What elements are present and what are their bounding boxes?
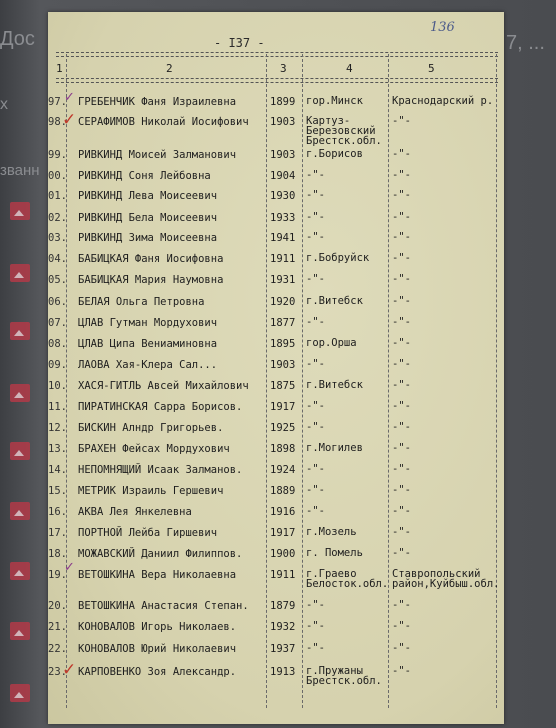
birth-year: 1920 (270, 296, 296, 308)
table-row (0, 338, 556, 358)
row-number: 17. (48, 527, 67, 539)
table-row (0, 485, 556, 505)
destination: -"- (392, 379, 411, 391)
destination: -"- (392, 189, 411, 201)
destination: -"- (392, 665, 411, 677)
person-name: МЕТРИК Израиль Гершевич (78, 485, 224, 497)
image-thumbnail-icon[interactable] (10, 684, 30, 702)
person-name: БАБИЦКАЯ Мария Наумовна (78, 274, 224, 286)
row-number: 21. (48, 621, 67, 633)
table-row (0, 170, 556, 190)
destination: -"- (392, 421, 411, 433)
row-number: 02. (48, 212, 67, 224)
table-row (0, 464, 556, 484)
person-name: РИВКИНД Соня Лейбовна (78, 170, 211, 182)
origin-place: г. Помель (306, 547, 363, 559)
column-number: 5 (428, 62, 435, 75)
table-row (0, 96, 556, 116)
row-number: 10. (48, 380, 67, 392)
destination: -"- (392, 526, 411, 538)
birth-year: 1879 (270, 600, 296, 612)
birth-year: 1900 (270, 548, 296, 560)
birth-year: 1933 (270, 212, 296, 224)
origin-place: гор.Орша (306, 337, 357, 349)
table-row (0, 296, 556, 316)
birth-year: 1911 (270, 253, 296, 265)
birth-year: 1903 (270, 359, 296, 371)
background-text-2: х (0, 96, 8, 113)
table-row (0, 643, 556, 663)
table-row (0, 443, 556, 463)
destination: -"- (392, 505, 411, 517)
person-name: РИВКИНД Зима Моисеевна (78, 232, 218, 244)
birth-year: 1903 (270, 149, 296, 161)
birth-year: 1875 (270, 380, 296, 392)
row-number: 22. (48, 643, 67, 655)
origin-place: г.Граево Белосток.обл. (306, 568, 389, 590)
person-name: РИВКИНД Бела Моисеевич (78, 212, 218, 224)
header-rule (56, 56, 498, 57)
birth-year: 1904 (270, 170, 296, 182)
destination: -"- (392, 148, 411, 160)
table-row (0, 232, 556, 252)
birth-year: 1899 (270, 96, 296, 108)
origin-place: -"- (306, 273, 325, 285)
origin-place: -"- (306, 211, 325, 223)
origin-place: -"- (306, 358, 325, 370)
table-row (0, 527, 556, 547)
origin-place: гор.Минск (306, 95, 363, 107)
table-row (0, 401, 556, 421)
birth-year: 1898 (270, 443, 296, 455)
table-row (0, 380, 556, 400)
person-name: СЕРАФИМОВ Николай Иосифович (78, 116, 249, 128)
background-text: Дос (0, 28, 35, 50)
destination: -"- (392, 252, 411, 264)
birth-year: 1911 (270, 569, 296, 581)
table-row (0, 506, 556, 526)
row-number: 20. (48, 600, 67, 612)
row-number: 13. (48, 443, 67, 455)
birth-year: 1903 (270, 116, 296, 128)
person-name: БЕЛАЯ Ольга Петровна (78, 296, 205, 308)
origin-place: -"- (306, 599, 325, 611)
row-number: 09. (48, 359, 67, 371)
row-number: 05. (48, 274, 67, 286)
origin-place: -"- (306, 400, 325, 412)
row-number: 01. (48, 190, 67, 202)
origin-place: -"- (306, 642, 325, 654)
destination: -"- (392, 211, 411, 223)
header-rule (56, 82, 498, 83)
destination: -"- (392, 463, 411, 475)
header-rule (56, 52, 498, 53)
column-number: 4 (346, 62, 353, 75)
origin-place: -"- (306, 231, 325, 243)
table-row (0, 359, 556, 379)
birth-year: 1925 (270, 422, 296, 434)
row-number: 03. (48, 232, 67, 244)
background-text-right: 7, ... (506, 32, 545, 54)
person-name: РИВКИНД Моисей Залманович (78, 149, 237, 161)
table-row (0, 548, 556, 568)
birth-year: 1937 (270, 643, 296, 655)
origin-place: -"- (306, 421, 325, 433)
destination: -"- (392, 316, 411, 328)
person-name: ЦЛАВ Ципа Вениаминовна (78, 338, 218, 350)
birth-year: 1941 (270, 232, 296, 244)
person-name: БРАХЕН Фейсах Мордухович (78, 443, 230, 455)
destination: -"- (392, 599, 411, 611)
column-number: 3 (280, 62, 287, 75)
table-row (0, 600, 556, 620)
background-text-3: званн (0, 162, 40, 179)
person-name: НЕПОМНЯЩИЙ Исаак Залманов. (78, 464, 243, 476)
origin-place: г.Витебск (306, 295, 363, 307)
row-number: 07. (48, 317, 67, 329)
destination: -"- (392, 169, 411, 181)
table-row (0, 253, 556, 273)
birth-year: 1917 (270, 401, 296, 413)
column-number: 2 (166, 62, 173, 75)
birth-year: 1930 (270, 190, 296, 202)
table-row (0, 666, 556, 686)
row-number: 97. (48, 96, 67, 108)
destination: -"- (392, 642, 411, 654)
destination: Краснодарский р. (392, 95, 494, 107)
origin-place: -"- (306, 620, 325, 632)
person-name: ПОРТНОЙ Лейба Гиршевич (78, 527, 218, 539)
row-number: 14. (48, 464, 67, 476)
destination: -"- (392, 547, 411, 559)
table-row (0, 274, 556, 294)
destination: -"- (392, 620, 411, 632)
person-name: КАРПОВЕНКО Зоя Александр. (78, 666, 237, 678)
row-number: 12. (48, 422, 67, 434)
row-number: 19. (48, 569, 67, 581)
birth-year: 1917 (270, 527, 296, 539)
check-mark-icon: ✓ (64, 90, 75, 105)
birth-year: 1913 (270, 666, 296, 678)
origin-place: -"- (306, 463, 325, 475)
row-number: 08. (48, 338, 67, 350)
destination: -"- (392, 295, 411, 307)
page-number: - I37 - (214, 36, 265, 50)
column-number: 1 (56, 62, 63, 75)
table-row (0, 422, 556, 442)
destination: -"- (392, 273, 411, 285)
row-number: 15. (48, 485, 67, 497)
row-number: 11. (48, 401, 67, 413)
check-mark-icon: ✓ (62, 110, 77, 130)
destination: Ставропольский район,Куйбыш.обл. (392, 568, 500, 590)
origin-place: г.Могилев (306, 442, 363, 454)
destination: -"- (392, 442, 411, 454)
origin-place: г.Мозель (306, 526, 357, 538)
destination: -"- (392, 484, 411, 496)
row-number: 04. (48, 253, 67, 265)
table-row (0, 621, 556, 641)
table-row (0, 190, 556, 210)
birth-year: 1932 (270, 621, 296, 633)
check-mark-icon: ✓ (62, 660, 77, 680)
row-number: 06. (48, 296, 67, 308)
birth-year: 1877 (270, 317, 296, 329)
person-name: ЛАОВА Хая-Клера Сал... (78, 359, 218, 371)
table-row (0, 115, 556, 147)
origin-place: -"- (306, 189, 325, 201)
origin-place: г.Борисов (306, 148, 363, 160)
person-name: ВЕТОШКИНА Анастасия Степан. (78, 600, 249, 612)
check-mark-icon: ✓ (64, 560, 75, 575)
row-number: 00. (48, 170, 67, 182)
destination: -"- (392, 400, 411, 412)
origin-place: -"- (306, 505, 325, 517)
origin-place: Картуз-Березовский Брестск.обл. (306, 115, 382, 147)
folio-number: 136 (430, 20, 455, 35)
destination: -"- (392, 358, 411, 370)
birth-year: 1931 (270, 274, 296, 286)
origin-place: -"- (306, 484, 325, 496)
origin-place: -"- (306, 316, 325, 328)
birth-year: 1916 (270, 506, 296, 518)
origin-place: -"- (306, 169, 325, 181)
header-rule (56, 78, 498, 79)
birth-year: 1924 (270, 464, 296, 476)
origin-place: г.Бобруйск (306, 252, 370, 264)
person-name: ГРЕБЕНЧИК Фаня Израилевна (78, 96, 237, 108)
destination: -"- (392, 337, 411, 349)
person-name: БАБИЦКАЯ Фаня Иосифовна (78, 253, 224, 265)
person-name: ХАСЯ-ГИТЛЬ Авсей Михайлович (78, 380, 249, 392)
row-number: 16. (48, 506, 67, 518)
person-name: КОНОВАЛОВ Игорь Николаев. (78, 621, 237, 633)
birth-year: 1889 (270, 485, 296, 497)
birth-year: 1895 (270, 338, 296, 350)
person-name: ПИРАТИНСКАЯ Сарра Борисов. (78, 401, 243, 413)
table-row (0, 149, 556, 169)
origin-place: г.Пружаны Брестск.обл. (306, 665, 382, 687)
row-number: 18. (48, 548, 67, 560)
person-name: РИВКИНД Лева Моисеевич (78, 190, 218, 202)
table-row (0, 569, 556, 589)
person-name: БИСКИН Алндр Григорьев. (78, 422, 224, 434)
destination: -"- (392, 115, 411, 127)
table-row (0, 212, 556, 232)
row-number: 99. (48, 149, 67, 161)
table-row (0, 317, 556, 337)
person-name: АКВА Лея Янкелевна (78, 506, 192, 518)
origin-place: г.Витебск (306, 379, 363, 391)
row-number: 23. (48, 666, 67, 678)
person-name: МОЖАВСКИЙ Даниил Филиппов. (78, 548, 243, 560)
person-name: ЦЛАВ Гутман Мордухович (78, 317, 218, 329)
person-name: КОНОВАЛОВ Юрий Николаевич (78, 643, 237, 655)
destination: -"- (392, 231, 411, 243)
row-number: 98. (48, 116, 67, 128)
person-name: ВЕТОШКИНА Вера Николаевна (78, 569, 237, 581)
